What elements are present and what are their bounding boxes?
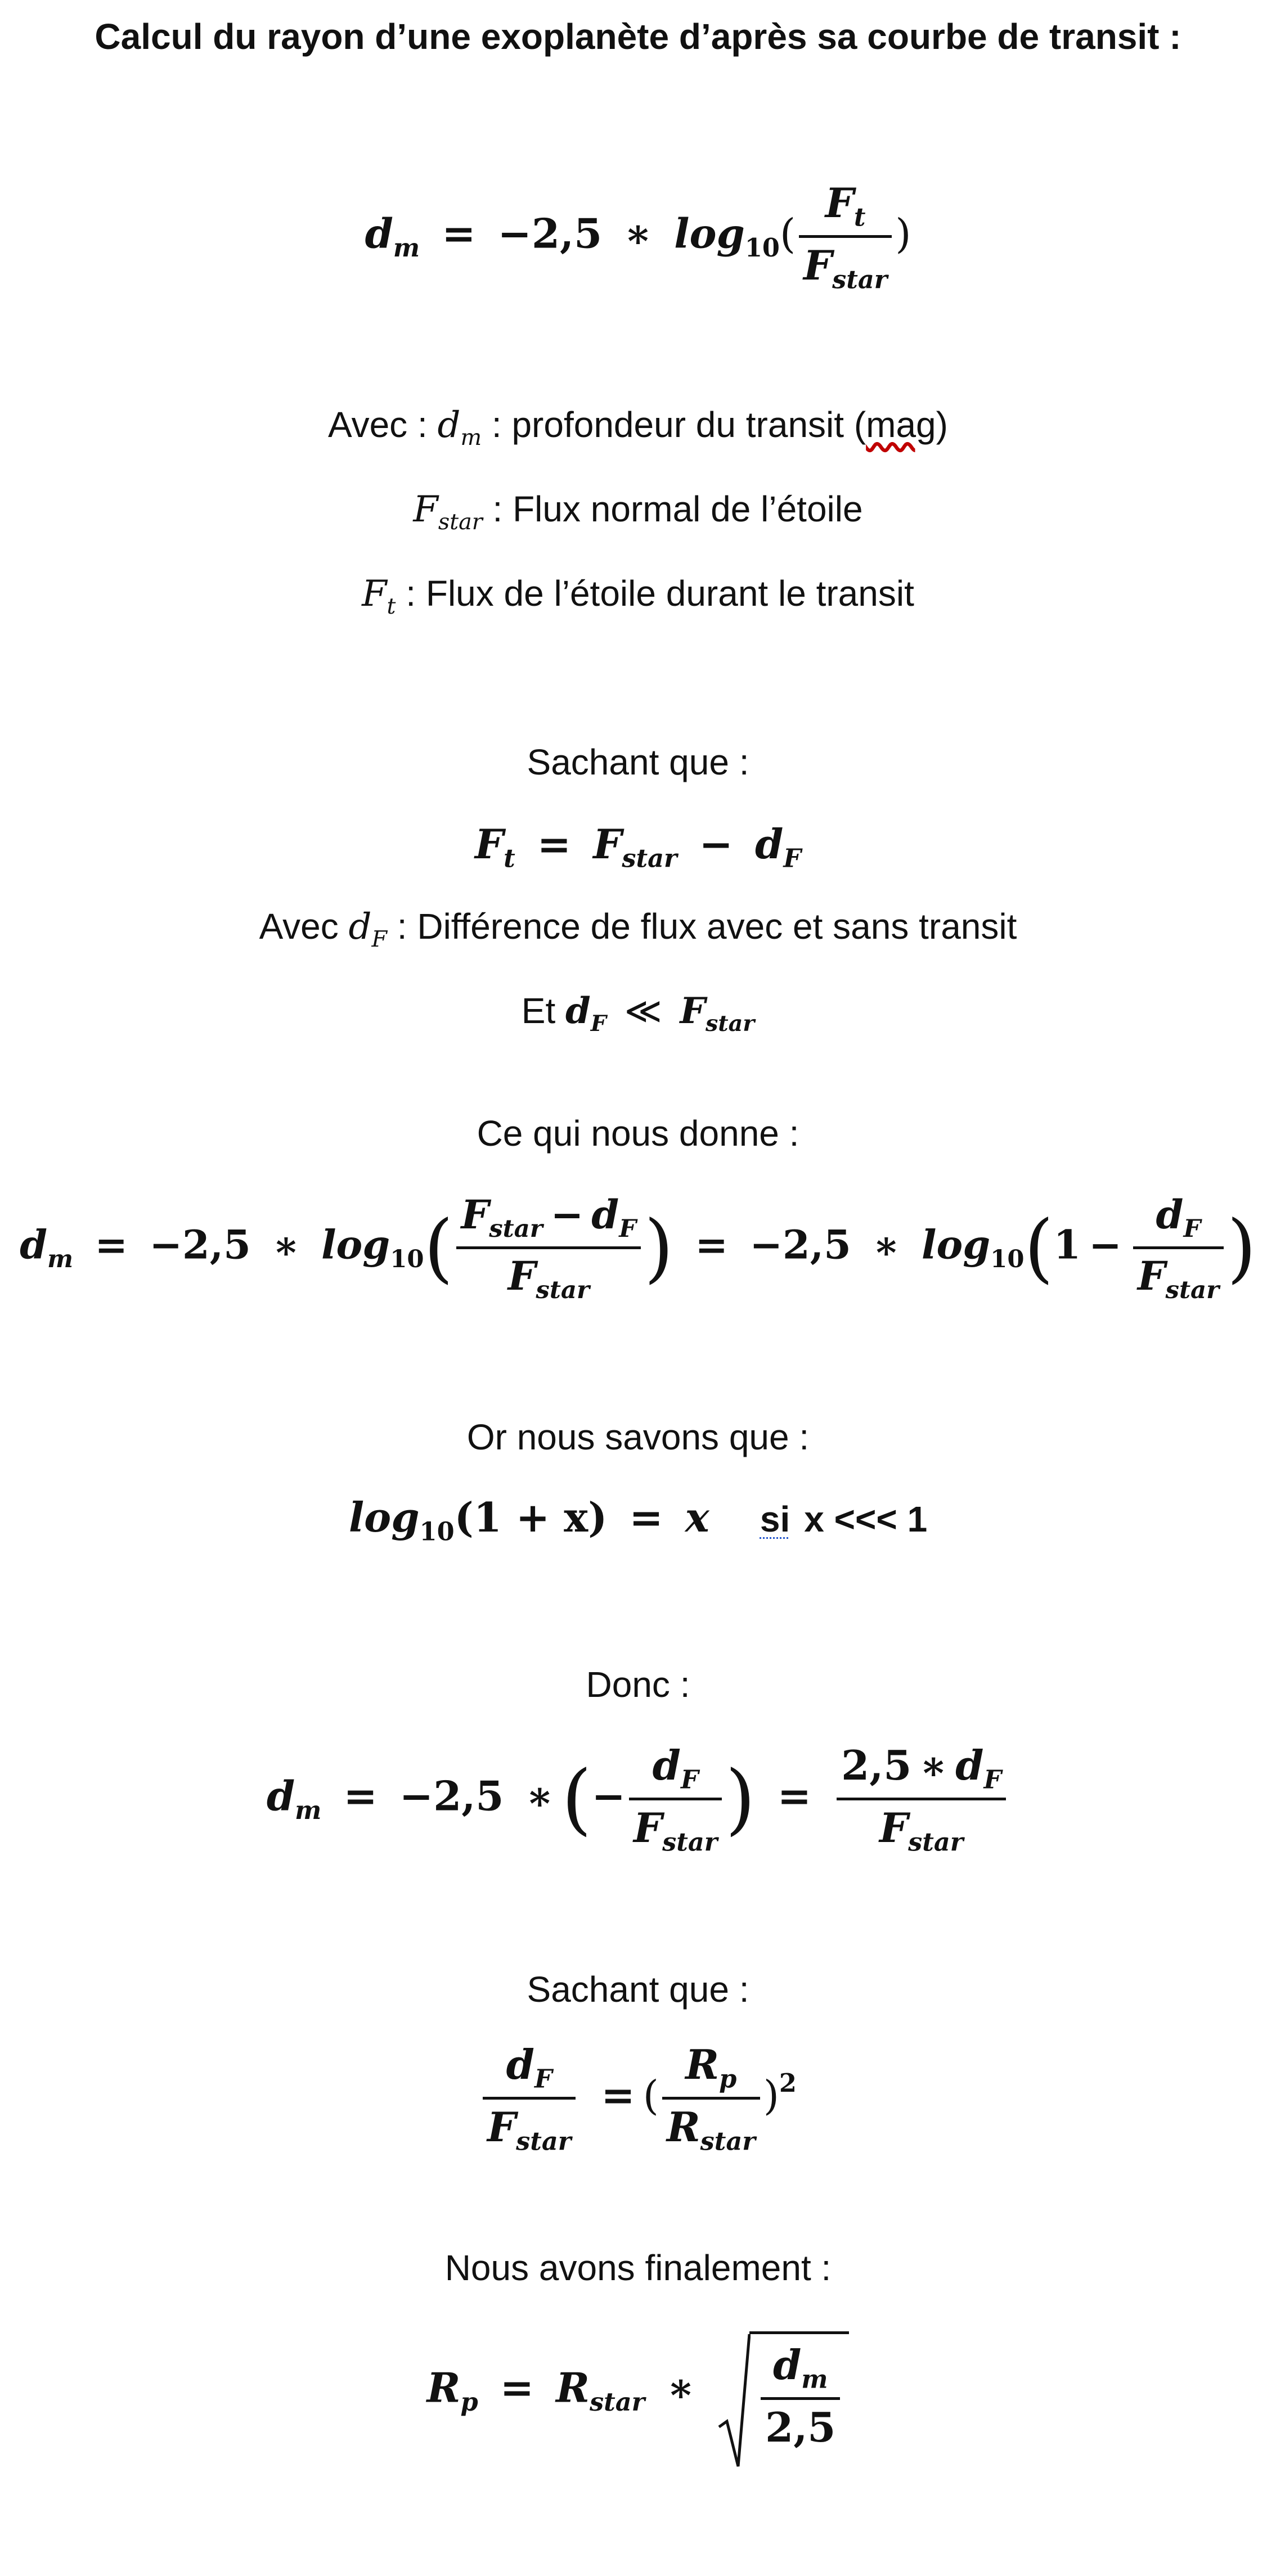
heading-sachant-que-1: Sachant que :: [527, 742, 749, 782]
definition-fstar: $F_{star}$ : Flux normal de l’étoile: [413, 489, 863, 535]
page-title: Calcul du rayon d’une exoplanète d’après sa courbe de transit :: [95, 16, 1181, 57]
equation-radius-ratio: $\frac{d_F}{F_{star}}$ = ( $\frac{R_p}{R_{star}}$ )$^2$: [0, 2042, 1276, 2156]
equation-flux-transit: $F_t = F_{star} - d_F$: [474, 820, 802, 873]
condition-df-much-less: Et $d_F$ ≪ $F_{star}$: [521, 990, 755, 1037]
equation-dm-expanded: $d_m = -2,5$ ∗ $\log_{10}$( $\frac{F_{star} - d_F}{F_{star}}$ ) = −2,5 ∗ $\log_{10}(1$ − $\frac{d_F}{F_{star}}$ ): [20, 1191, 1256, 1305]
equation-dm-simplified: $d_m = -2,5$ ∗ (− $\frac{d_F}{F_{star}}$ ) = $\frac{2,5 ∗ d_F}{F_{star}}$: [0, 1742, 1276, 1857]
heading-or-nous-savons-que: Or nous savons que :: [466, 1417, 810, 1457]
equation-planet-radius: $R_p = R_{star}$ ∗ $\frac{d_m}{2,5}$: [0, 2331, 1276, 2451]
equation-magnitude-depth: $d_m = -2,5$ ∗ $\log_{10}$( $\frac{F_t}{F_{star}}$ ): [365, 179, 911, 295]
heading-nous-avons-finalement: Nous avons finalement :: [444, 2248, 832, 2288]
heading-donc: Donc :: [586, 1664, 690, 1705]
equation-log-approximation: $\log_{10}(1 + x) = x$ si x <<< 1: [348, 1493, 928, 1547]
square-root-sign: $\frac{d_m}{2,5}$: [717, 2331, 849, 2451]
definition-df: Avec $d_F$ : Différence de flux avec et sans transit: [259, 906, 1017, 952]
definition-dm: Avec : $d_m$ : profondeur du transit (mag): [328, 404, 948, 451]
definition-ft: $F_t$ : Flux de l’étoile durant le transit: [362, 573, 914, 619]
heading-sachant-que-2: Sachant que :: [527, 1969, 749, 2010]
heading-ce-qui-nous-donne: Ce qui nous donne :: [477, 1113, 799, 1154]
